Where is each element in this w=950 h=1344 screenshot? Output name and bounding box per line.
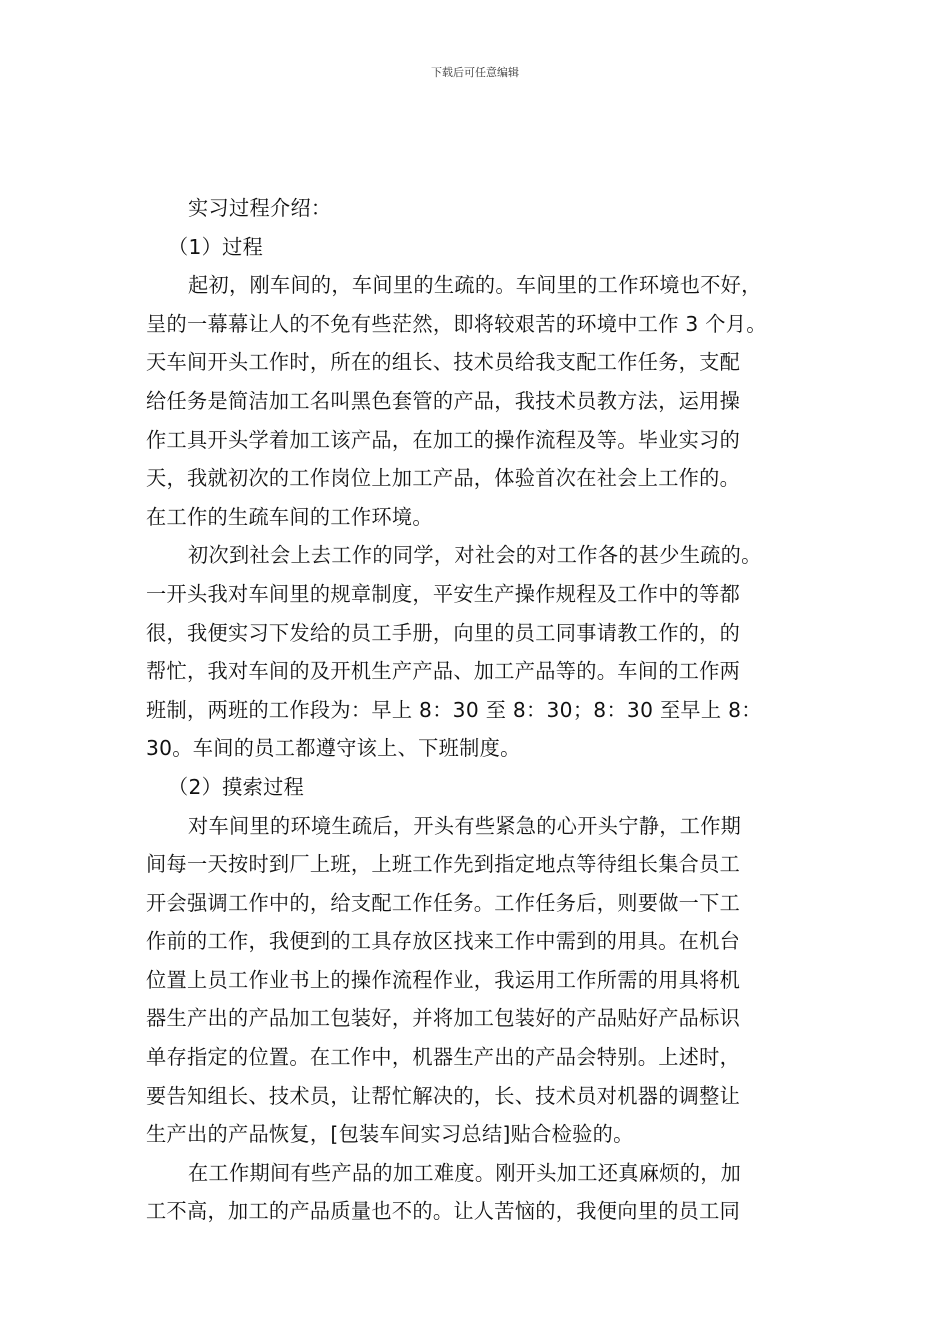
- text-line: 对车间里的环境生疏后，开头有些紧急的心开头宁静，工作期: [188, 813, 742, 838]
- text-line: 很，我便实习下发给的员工手册，向里的员工同事请教工作的，的: [146, 620, 741, 645]
- text-line: 30。车间的员工都遵守该上、下班制度。: [146, 736, 521, 761]
- text-line: 在工作的生疏车间的工作环境。: [146, 504, 433, 529]
- text-line: 要告知组长、技术员，让帮忙解决的，长、技术员对机器的调整让: [146, 1083, 741, 1108]
- text-line: 生产出的产品恢复，[包装车间实习总结]贴合检验的。: [146, 1122, 634, 1147]
- text-line: 单存指定的位置。在工作中，机器生产出的产品会特别。上述时，: [146, 1045, 741, 1070]
- text-line: 工不高，加工的产品质量也不的。让人苦恼的，我便向里的员工同: [146, 1199, 741, 1224]
- text-line: 间每一天按时到厂上班，上班工作先到指定地点等待组长集合员工: [146, 852, 741, 877]
- text-line: （1）过程: [168, 234, 264, 259]
- text-line: 初次到社会上去工作的同学，对社会的对工作各的甚少生疏的。: [188, 543, 762, 568]
- text-line: 器生产出的产品加工包装好，并将加工包装好的产品贴好产品标识: [146, 1006, 741, 1031]
- text-line: （2）摸索过程: [168, 774, 305, 799]
- text-line: 起初，刚车间的，车间里的生疏的。车间里的工作环境也不好，: [188, 273, 762, 298]
- text-line: 开会强调工作中的，给支配工作任务。工作任务后，则要做一下工: [146, 890, 741, 915]
- text-line: 呈的一幕幕让人的不免有些茫然，即将较艰苦的环境中工作 3 个月。: [146, 311, 767, 336]
- text-line: 作工具开头学着加工该产品，在加工的操作流程及等。毕业实习的: [146, 427, 741, 452]
- text-line: 实习过程介绍：: [188, 196, 332, 220]
- text-line: 一开头我对车间里的规章制度，平安生产操作规程及工作中的等都: [146, 581, 741, 606]
- text-line: 给任务是简洁加工名叫黑色套管的产品，我技术员教方法，运用操: [146, 388, 741, 413]
- document-body: [146, 189, 816, 1231]
- text-line: 作前的工作，我便到的工具存放区找来工作中需到的用具。在机台: [146, 929, 741, 954]
- text-line: 班制，两班的工作段为：早上 8：30 至 8：30；8：30 至早上 8：: [146, 697, 762, 722]
- page-header: 下载后可任意编辑: [431, 66, 519, 79]
- text-line: 位置上员工作业书上的操作流程作业，我运用工作所需的用具将机: [146, 967, 741, 992]
- text-line: 在工作期间有些产品的加工难度。刚开头加工还真麻烦的，加: [188, 1160, 742, 1185]
- text-line: 天车间开头工作时，所在的组长、技术员给我支配工作任务，支配: [146, 350, 741, 375]
- text-line: 帮忙，我对车间的及开机生产产品、加工产品等的。车间的工作两: [146, 659, 741, 684]
- text-line: 天，我就初次的工作岗位上加工产品，体验首次在社会上工作的。: [146, 466, 741, 491]
